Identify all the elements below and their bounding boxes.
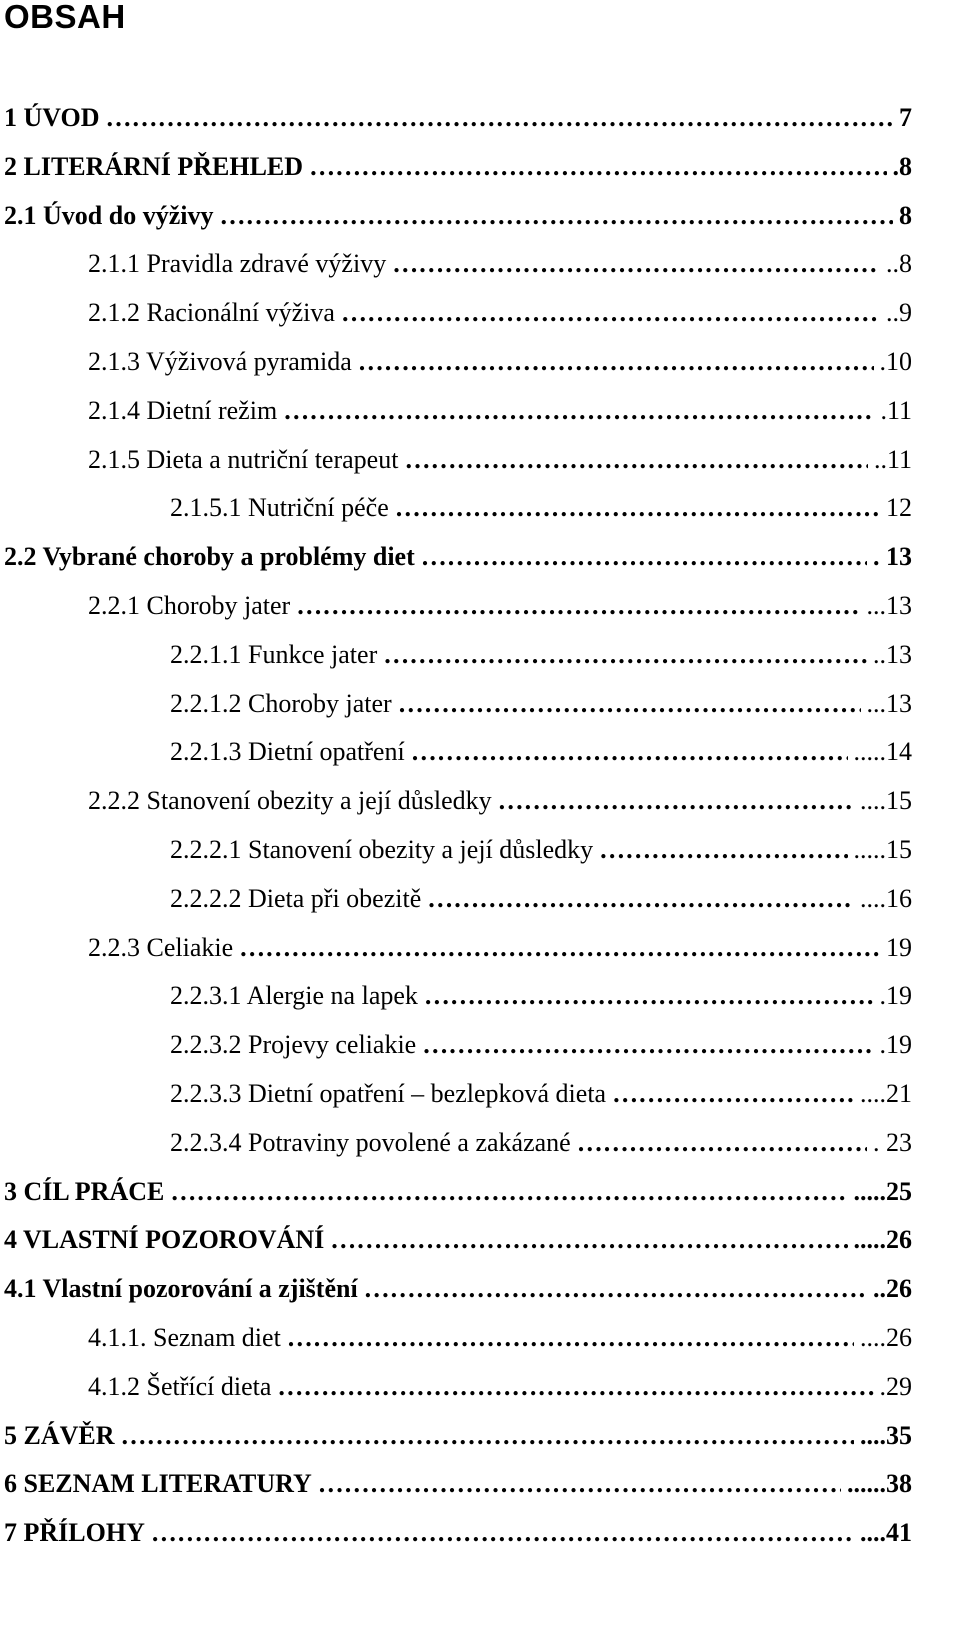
toc-entry[interactable] [170, 682, 912, 726]
toc-entry-title: 2.2.3.2 Projevy celiakie [170, 1030, 417, 1060]
toc-entry-page: ....15 [860, 786, 912, 816]
toc-entry[interactable] [4, 1414, 912, 1458]
toc-entry[interactable] [4, 1462, 912, 1506]
toc-entry-page: 12 [886, 493, 912, 523]
toc-entry-page: .11 [880, 395, 912, 425]
toc-entry[interactable] [4, 96, 912, 140]
toc-dot-leader [398, 682, 861, 726]
toc-entry-page: . 23 [873, 1127, 912, 1157]
toc-entry-title: 2.2.1.3 Dietní opatření [170, 737, 405, 767]
toc-entry-title: 2.2.1.2 Choroby jater [170, 688, 392, 718]
toc-entry[interactable] [170, 1023, 912, 1067]
toc-entry[interactable] [88, 389, 912, 433]
toc-entry[interactable] [170, 730, 912, 774]
toc-entry-title: 2.1 Úvod do výživy [4, 200, 214, 230]
toc-dot-leader [392, 242, 880, 286]
toc-entry-title: 2.1.3 Výživová pyramida [88, 347, 352, 376]
toc-entry-page: .29 [879, 1371, 912, 1401]
toc-dot-leader [219, 194, 893, 238]
toc-entry-title: 2.2.3.3 Dietní opatření – bezlepková dieta [170, 1079, 607, 1108]
toc-entry-title: 2.2.2.1 Stanovení obezity a její důsledky [170, 835, 594, 864]
toc-dot-leader [341, 291, 880, 335]
toc-entry[interactable] [170, 974, 912, 1018]
toc-dot-leader [577, 1121, 867, 1165]
toc-entry[interactable] [170, 486, 912, 530]
toc-entry-page: ..8 [886, 249, 912, 279]
toc-entry-title: 2.2.1 Choroby jater [88, 591, 291, 620]
toc-entry[interactable] [4, 1267, 912, 1311]
toc-dot-leader [411, 730, 848, 774]
toc-dot-leader [421, 535, 867, 579]
toc-entry-page: .10 [879, 347, 912, 376]
toc-entry-page: 8 [899, 200, 912, 230]
toc-entry[interactable] [88, 584, 912, 628]
toc-dot-leader [427, 877, 854, 921]
toc-dot-leader [106, 96, 893, 140]
toc-dot-leader [364, 1267, 867, 1311]
toc-entry-page: .....14 [853, 737, 912, 767]
toc-entry[interactable] [88, 1316, 912, 1360]
toc-entry[interactable] [4, 1170, 912, 1214]
toc-entry-title: 4.1 Vlastní pozorování a zjištění [4, 1274, 358, 1304]
toc-entry-page: ..26 [873, 1274, 912, 1304]
toc-entry-title: 4.1.1. Seznam diet [88, 1323, 281, 1352]
toc-dot-leader [309, 145, 886, 189]
toc-entry-page: .....25 [853, 1176, 912, 1206]
toc-entry-page: ....16 [860, 883, 912, 913]
toc-entry[interactable] [4, 194, 912, 238]
toc-entry-title: 4 VLASTNÍ POZOROVÁNÍ [4, 1225, 325, 1255]
toc-dot-leader [424, 974, 874, 1018]
toc-entry-title: 2.1.2 Racionální výživa [88, 298, 335, 328]
toc-entry[interactable] [4, 1511, 912, 1555]
toc-entry-title: 2.2.2.2 Dieta při obezitě [170, 883, 422, 913]
toc-entry-page: .19 [879, 1030, 912, 1060]
toc-entry-title: 2.2.1.1 Funkce jater [170, 639, 378, 669]
toc-entry[interactable] [88, 779, 912, 823]
toc-dot-leader [612, 1072, 854, 1116]
toc-entry-page: ..9 [886, 298, 912, 328]
toc-entry[interactable] [170, 1121, 912, 1165]
toc-entry[interactable] [4, 535, 912, 579]
page-title: OBSAH [4, 0, 126, 35]
toc-dot-leader [287, 1316, 854, 1360]
toc-dot-leader [121, 1414, 854, 1458]
toc-entry-title: 2.1.1 Pravidla zdravé výživy [88, 249, 387, 279]
toc-entry-page: .8 [892, 151, 912, 181]
toc-entry-title: 4.1.2 Šetřící dieta [88, 1371, 272, 1401]
toc-dot-leader [296, 584, 860, 628]
toc-dot-leader [283, 389, 874, 433]
toc-entry[interactable] [170, 877, 912, 921]
toc-entry[interactable] [170, 633, 912, 677]
toc-entry-page: ..11 [873, 444, 912, 474]
toc-entry-page: ....35 [860, 1420, 912, 1450]
toc-entry[interactable] [4, 1218, 912, 1262]
toc-entry[interactable] [88, 291, 912, 335]
toc-dot-leader [358, 340, 874, 384]
toc-entry-page: 7 [899, 103, 912, 132]
toc-entry-title: 3 CÍL PRÁCE [4, 1176, 165, 1206]
toc-dot-leader [383, 633, 867, 677]
toc-entry[interactable] [88, 926, 912, 970]
toc-entry[interactable] [88, 340, 912, 384]
toc-entry-page: ..13 [873, 639, 912, 669]
toc-dot-leader [277, 1365, 873, 1409]
toc-dot-leader [170, 1170, 847, 1214]
toc-entry-page: .19 [879, 981, 912, 1011]
toc-entry-title: 5 ZÁVĚR [4, 1420, 115, 1450]
toc-entry-page: .....26 [853, 1225, 912, 1255]
toc-entry-page: ....41 [860, 1518, 912, 1548]
toc-entry-page: .....15 [853, 835, 912, 864]
toc-entry-title: 6 SEZNAM LITERATURY [4, 1469, 312, 1499]
toc-entry[interactable] [88, 438, 912, 482]
toc-entry-page: ...13 [866, 591, 912, 620]
toc-entry-title: 1 ÚVOD [4, 103, 100, 132]
toc-entry[interactable] [170, 828, 912, 872]
toc-dot-leader [422, 1023, 873, 1067]
toc-dot-leader [151, 1511, 854, 1555]
toc-dot-leader [599, 828, 847, 872]
toc-dot-leader [395, 486, 880, 530]
toc-entry-title: 2.1.5.1 Nutriční péče [170, 493, 389, 523]
toc-entry[interactable] [170, 1072, 912, 1116]
toc-dot-leader [330, 1218, 847, 1262]
toc-entry-title: 2.2 Vybrané choroby a problémy diet [4, 542, 415, 572]
toc-entry-page: ...13 [866, 688, 912, 718]
toc-dot-leader [239, 926, 880, 970]
toc-entry-page: 19 [886, 932, 912, 962]
toc-dot-leader [404, 438, 868, 482]
toc-dot-leader [318, 1462, 841, 1506]
toc-entry-title: 2.2.3 Celiakie [88, 932, 234, 962]
toc-entry-page: ......38 [847, 1469, 912, 1499]
toc-entry-page: ....21 [860, 1079, 912, 1108]
toc-entry-title: 2.2.3.4 Potraviny povolené a zakázané [170, 1127, 571, 1157]
toc-entry[interactable] [88, 242, 912, 286]
toc-entry-title: 2.1.5 Dieta a nutriční terapeut [88, 444, 399, 474]
toc-entry-title: 2.2.3.1 Alergie na lapek [170, 981, 418, 1011]
toc-dot-leader [498, 779, 854, 823]
toc-entry-title: 2.1.4 Dietní režim [88, 395, 278, 425]
toc-entry-page: ....26 [860, 1323, 912, 1352]
toc-entry-title: 2.2.2 Stanovení obezity a její důsledky [88, 786, 492, 816]
toc-entry-title: 2 LITERÁRNÍ PŘEHLED [4, 151, 304, 181]
toc-entry-title: 7 PŘÍLOHY [4, 1518, 145, 1548]
toc-entry[interactable] [88, 1365, 912, 1409]
toc-entry-page: . 13 [873, 542, 912, 572]
toc-entry[interactable] [4, 145, 912, 189]
